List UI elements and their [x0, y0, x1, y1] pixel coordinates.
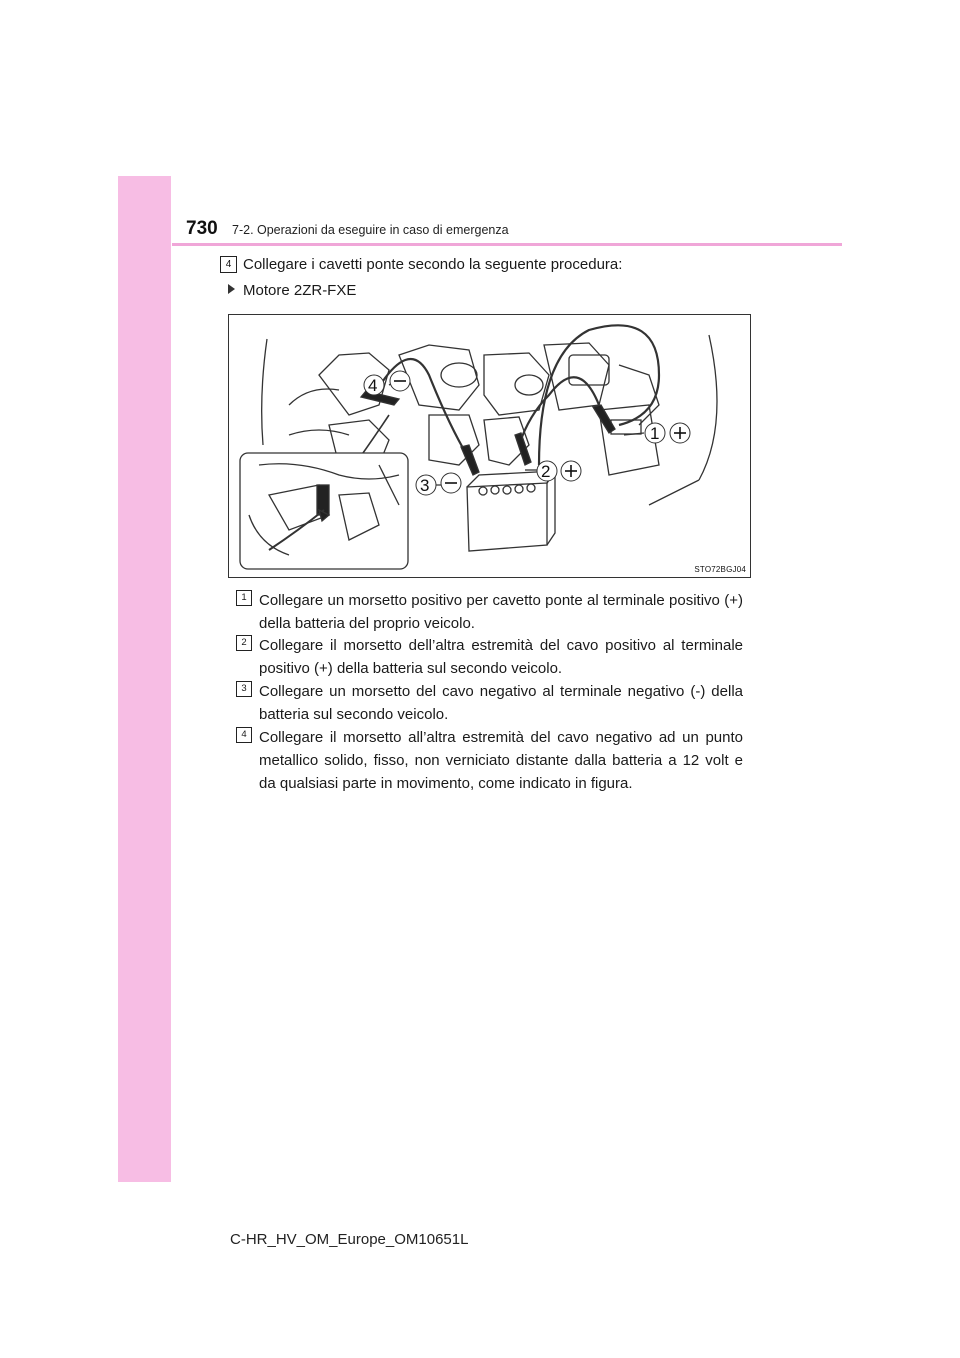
header-rule: [172, 243, 842, 246]
svg-text:1: 1: [650, 424, 660, 443]
svg-text:3: 3: [420, 476, 430, 495]
engine-bay-illustration: [229, 315, 750, 577]
instruction-badge: 1: [236, 590, 252, 606]
step-number-badge: 4: [220, 256, 237, 273]
page-number: 730: [186, 218, 218, 239]
engine-label-text: Motore 2ZR-FXE: [243, 282, 357, 299]
svg-text:4: 4: [368, 376, 378, 395]
instruction-text: Collegare un morsetto del cavo negativo al terminale negativo (-) della batteria sul secondo veicolo.: [259, 683, 743, 723]
instruction-badge: 2: [236, 635, 252, 651]
instruction-text: Collegare un morsetto positivo per cavetto ponte al terminale positivo (+) della batteria del proprio veicolo.: [259, 592, 743, 632]
callout-1: [645, 423, 690, 443]
callout-3: [416, 473, 461, 495]
section-side-bar: [118, 176, 171, 1182]
document-code: C-HR_HV_OM_Europe_OM10651L: [230, 1231, 469, 1248]
step-instruction: Collegare i cavetti ponte secondo la seguente procedura:: [243, 256, 623, 273]
section-title: 7-2. Operazioni da eseguire in caso di emergenza: [232, 223, 509, 237]
instruction-badge: 4: [236, 727, 252, 743]
engine-label: [228, 282, 356, 299]
instruction-text: Collegare il morsetto all’altra estremità del cavo negativo ad un punto metallico solido, fisso, non verniciato distante dalla batteria a 12 volt e da qualsiasi parte in movimento, come indicato in figura.: [259, 729, 743, 792]
inset-detail: [240, 453, 408, 569]
jump-start-figure: [228, 314, 751, 578]
instruction-text: Collegare il morsetto dell’altra estremità del cavo positivo al terminale positivo (+) della batteria sul secondo veicolo.: [259, 637, 743, 677]
instruction-badge: 3: [236, 681, 252, 697]
figure-code: STO72BGJ04: [694, 565, 746, 574]
callout-2: [537, 461, 581, 481]
svg-text:2: 2: [541, 462, 551, 481]
triangle-arrow-icon: [228, 284, 235, 294]
